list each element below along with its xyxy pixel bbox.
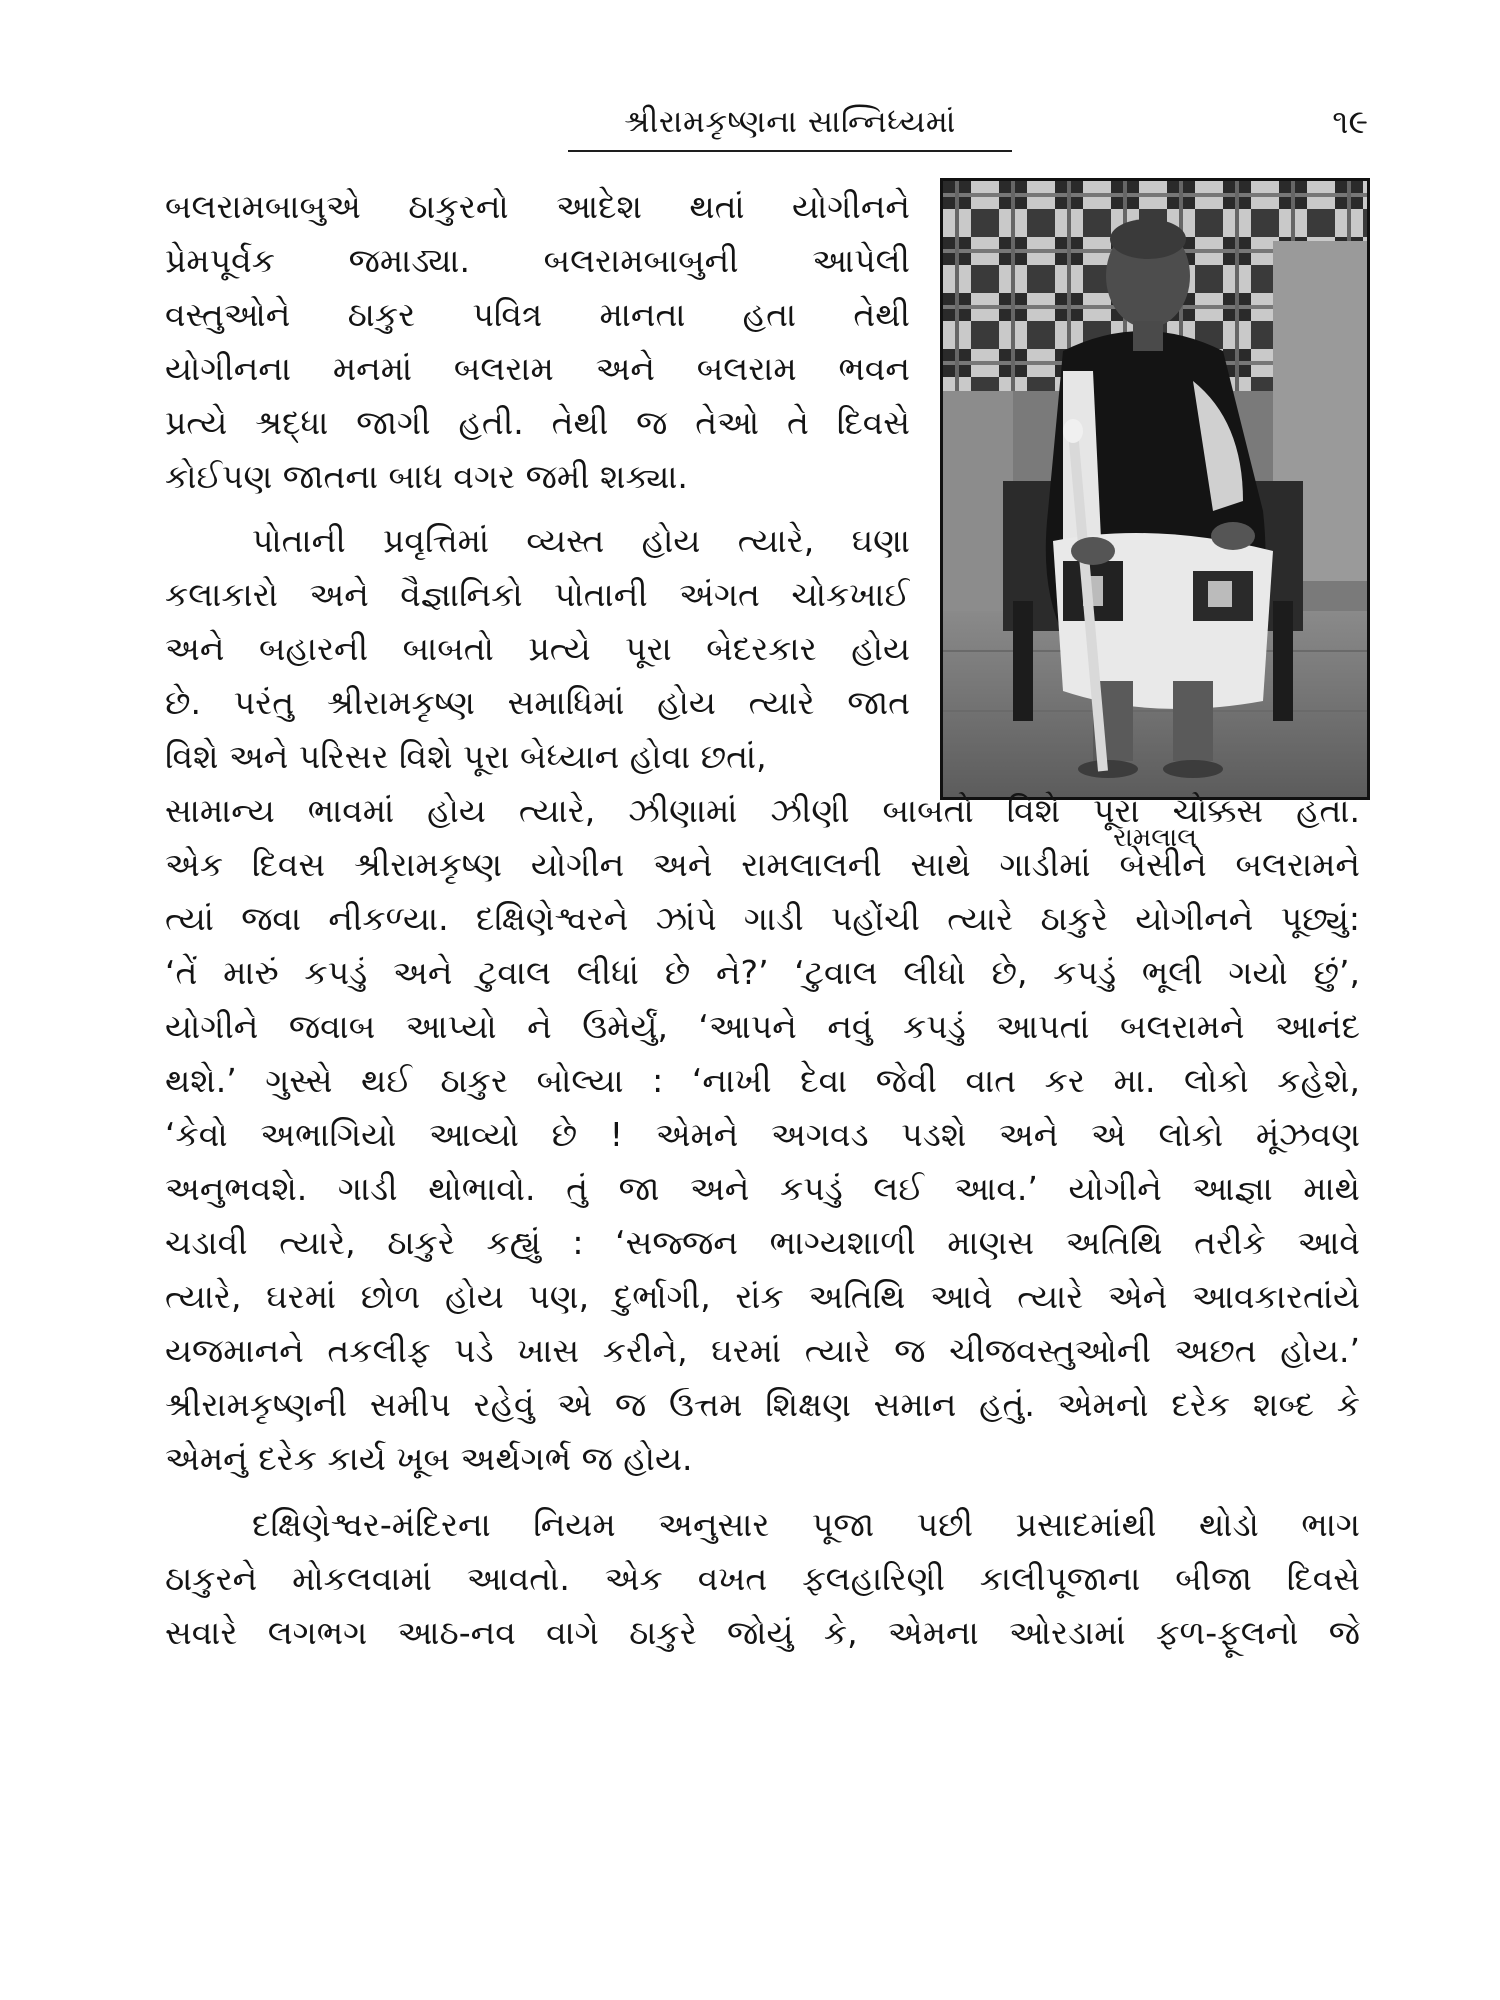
page-number: ૧૯ xyxy=(1332,102,1368,141)
text-line: પ્રત્યે શ્રદ્ધા જાગી હતી. તેથી જ તેઓ તે દિવસે xyxy=(165,403,910,442)
portrait-photo xyxy=(940,178,1370,800)
text-line: બલરામબાબુએ ઠાકુરનો આદેશ થતાં યોગીનને xyxy=(165,187,910,226)
running-title: શ્રીરામકૃષ્ણના સાન્નિધ્યમાં xyxy=(624,104,956,140)
paragraph-first-line: દક્ષિણેશ્વર-મંદિરના નિયમ અનુસાર પૂજા પછી પ્રસાદમાંથી થોડો ભાગ xyxy=(252,1505,1360,1544)
text-line: ચડાવી ત્યારે, ઠાકુરે કહ્યું : ‘સજ્જન ભાગ્યશાળી માણસ અતિથિ તરીકે આવે xyxy=(165,1223,1360,1262)
text-line: એમનું દરેક કાર્ય ખૂબ અર્થગર્ભ જ હોય. xyxy=(165,1439,693,1478)
text-line: અનુભવશે. ગાડી થોભાવો. તું જા અને કપડું લઈ આવ.’ યોગીને આજ્ઞા માથે xyxy=(165,1169,1360,1208)
text-line: અને બહારની બાબતો પ્રત્યે પૂરા બેદરકાર હોય xyxy=(165,629,910,668)
text-line: સામાન્ય ભાવમાં હોય ત્યારે, ઝીણામાં ઝીણી બાબતો વિશે પૂરા ચોક્કસ હતા. xyxy=(165,791,1360,830)
header-underline xyxy=(568,150,1012,152)
text-line: ‘કેવો અભાગિયો આવ્યો છે ! એમને અગવડ પડશે અને એ લોકો મૂંઝવણ xyxy=(165,1115,1360,1154)
text-line: કોઈપણ જાતના બાધ વગર જમી શક્યા. xyxy=(165,457,688,496)
running-head xyxy=(0,96,1500,156)
text-line: છે. પરંતુ શ્રીરામકૃષ્ણ સમાધિમાં હોય ત્યારે જાત xyxy=(165,683,910,722)
text-line: વિશે અને પરિસર વિશે પૂરા બેધ્યાન હોવા છતાં, xyxy=(165,737,767,776)
text-line: શ્રીરામકૃષ્ણની સમીપ રહેવું એ જ ઉત્તમ શિક્ષણ સમાન હતું. એમનો દરેક શબ્દ કે xyxy=(165,1385,1360,1424)
portrait-photo-image xyxy=(943,181,1367,797)
text-line: ‘તેં મારું કપડું અને ટુવાલ લીધાં છે ને?’ ‘ટુવાલ લીધો છે, કપડું ભૂલી ગયો છું’, xyxy=(165,953,1360,992)
text-line: યોગીનના મનમાં બલરામ અને બલરામ ભવન xyxy=(165,349,910,388)
text-line: એક દિવસ શ્રીરામકૃષ્ણ યોગીન અને રામલાલની સાથે ગાડીમાં બેસીને બલરામને xyxy=(165,845,1360,884)
text-line: ત્યાં જવા નીકળ્યા. દક્ષિણેશ્વરને ઝાંપે ગાડી પહોંચી ત્યારે ઠાકુરે યોગીનને પૂછ્યું: xyxy=(165,899,1360,938)
text-line: ઠાકુરને મોકલવામાં આવતો. એક વખત ફલહારિણી કાલીપૂજાના બીજા દિવસે xyxy=(165,1559,1360,1598)
text-line: ત્યારે, ઘરમાં છોળ હોય પણ, દુર્ભાગી, રાંક અતિથિ આવે ત્યારે એને આવકારતાંયે xyxy=(165,1277,1360,1316)
text-line: સવારે લગભગ આઠ-નવ વાગે ઠાકુરે જોયું કે, એમના ઓરડામાં ફળ-ફૂલનો જે xyxy=(165,1613,1360,1652)
photo-caption: રામલાલ xyxy=(1113,823,1197,853)
text-line: કલાકારો અને વૈજ્ઞાનિકો પોતાની અંગત ચોકખાઈ xyxy=(165,575,910,614)
paragraph-first-line: પોતાની પ્રવૃત્તિમાં વ્યસ્ત હોય ત્યારે, ઘણા xyxy=(252,521,910,560)
text-line: વસ્તુઓને ઠાકુર પવિત્ર માનતા હતા તેથી xyxy=(165,295,910,334)
text-line: પ્રેમપૂર્વક જમાડ્યા. બલરામબાબુની આપેલી xyxy=(165,241,910,280)
text-line: યોગીને જવાબ આપ્યો ને ઉમેર્યું, ‘આપને નવું કપડું આપતાં બલરામને આનંદ xyxy=(165,1007,1360,1046)
text-line: યજમાનને તકલીફ પડે ખાસ કરીને, ઘરમાં ત્યારે જ ચીજવસ્તુઓની અછત હોય.’ xyxy=(165,1331,1360,1370)
text-line: થશે.’ ગુસ્સે થઈ ઠાકુર બોલ્યા : ‘નાખી દેવા જેવી વાત કર મા. લોકો કહેશે, xyxy=(165,1061,1360,1100)
